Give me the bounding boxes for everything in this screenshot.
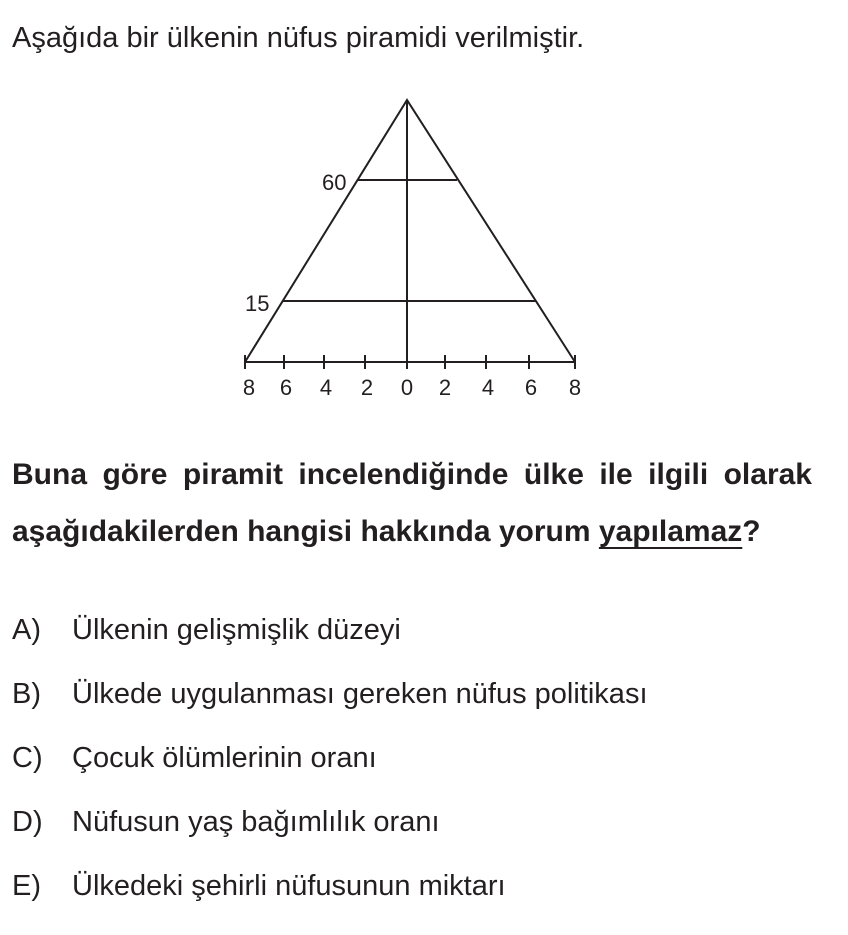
x-tick-label: 0 [400, 375, 414, 400]
age-label-60: 60 [322, 170, 347, 195]
option-text: Ülkenin gelişmişlik düzeyi [72, 614, 401, 646]
option-e[interactable] [12, 870, 506, 903]
population-pyramid-diagram [0, 0, 848, 420]
option-text: Ülkede uygulanması gereken nüfus politikası [72, 678, 648, 710]
x-tick-label: 2 [360, 375, 374, 400]
question-negation: yapılamaz [598, 515, 743, 548]
x-tick-label: 2 [438, 375, 452, 400]
intro-text: Aşağıda bir ülkenin nüfus piramidi verilmiştir. [12, 22, 585, 54]
option-text: Ülkedeki şehirli nüfusunun miktarı [72, 870, 506, 902]
question-mark: ? [742, 515, 761, 548]
question-body: Buna göre piramit incelendiğinde ülke ile ilgili olarak aşağıdakilerden hangisi hakkında yorum [12, 458, 812, 548]
option-text: Nüfusun yaş bağımlılık oranı [72, 806, 440, 838]
option-b[interactable] [12, 678, 648, 711]
option-letter: B) [12, 678, 41, 710]
age-label-15: 15 [245, 291, 270, 316]
option-a[interactable] [12, 614, 401, 647]
option-c[interactable] [12, 742, 377, 775]
x-tick-label: 8 [242, 375, 256, 400]
option-letter: E) [12, 870, 41, 902]
x-tick-label: 6 [524, 375, 538, 400]
x-tick-label: 4 [319, 375, 333, 400]
option-letter: D) [12, 806, 43, 838]
x-tick-label: 4 [481, 375, 495, 400]
option-text: Çocuk ölümlerinin oranı [72, 742, 377, 774]
question-text [12, 446, 812, 560]
x-tick-label: 8 [568, 375, 582, 400]
option-letter: C) [12, 742, 43, 774]
pyramid-outline [245, 100, 575, 362]
x-tick-label: 6 [279, 375, 293, 400]
option-letter: A) [12, 614, 41, 646]
option-d[interactable] [12, 806, 440, 839]
